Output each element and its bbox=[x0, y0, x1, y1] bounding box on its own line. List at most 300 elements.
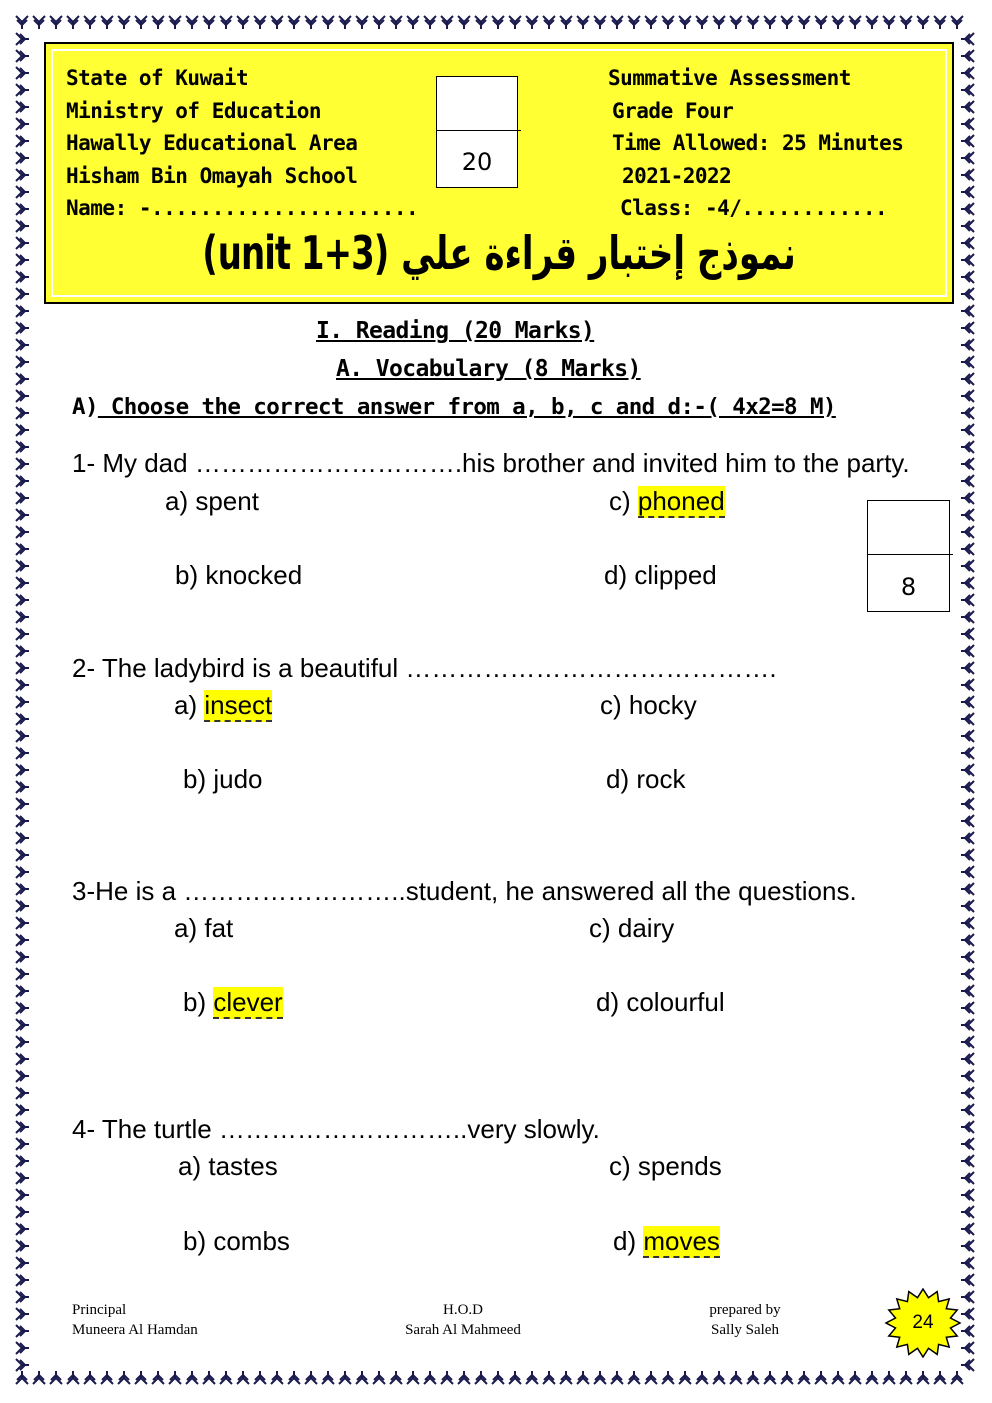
border-ornament bbox=[961, 883, 974, 895]
border-ornament bbox=[961, 543, 974, 555]
border-ornament bbox=[526, 1371, 538, 1384]
border-ornament bbox=[271, 1371, 283, 1384]
border-ornament bbox=[509, 1371, 521, 1384]
border-ornament bbox=[961, 985, 974, 997]
border-ornament bbox=[16, 1002, 29, 1014]
border-ornament bbox=[152, 16, 164, 29]
border-ornament bbox=[305, 1371, 317, 1384]
border-ornament bbox=[16, 611, 29, 623]
question-3: 3-He is a ……………………..student, he answered all the questions. bbox=[72, 876, 857, 906]
border-ornament bbox=[220, 16, 232, 29]
question-1: 1- My dad ………………………….his brother and invited him to the party. bbox=[72, 448, 910, 478]
border-ornament bbox=[961, 492, 974, 504]
border-ornament bbox=[16, 1206, 29, 1218]
border-ornament bbox=[16, 747, 29, 759]
border-ornament bbox=[16, 1138, 29, 1150]
q3-option-a[interactable]: a) fat bbox=[174, 913, 234, 943]
border-ornament bbox=[961, 305, 974, 317]
border-ornament bbox=[764, 1371, 776, 1384]
border-ornament bbox=[961, 50, 974, 62]
border-ornament bbox=[951, 16, 963, 29]
border-ornament bbox=[424, 16, 436, 29]
border-ornament bbox=[16, 1291, 29, 1303]
border-ornament bbox=[16, 458, 29, 470]
border-ornament bbox=[961, 577, 974, 589]
border-ornament bbox=[84, 1371, 96, 1384]
border-ornament bbox=[961, 917, 974, 929]
border-ornament bbox=[961, 118, 974, 130]
border-ornament bbox=[961, 628, 974, 640]
border-ornament bbox=[492, 16, 504, 29]
instruction bbox=[72, 394, 836, 420]
q1-option-c-prefix: c) bbox=[609, 486, 638, 516]
border-ornament bbox=[16, 1053, 29, 1065]
border-ornament bbox=[186, 1371, 198, 1384]
border-ornament bbox=[16, 271, 29, 283]
border-ornament bbox=[16, 1257, 29, 1269]
header-panel bbox=[44, 42, 954, 304]
border-ornament bbox=[16, 543, 29, 555]
border-ornament bbox=[849, 1371, 861, 1384]
border-ornament bbox=[16, 475, 29, 487]
border-ornament bbox=[16, 883, 29, 895]
border-ornament bbox=[16, 1342, 29, 1354]
border-ornament bbox=[961, 1274, 974, 1286]
border-ornament bbox=[16, 1155, 29, 1167]
border-ornament bbox=[16, 764, 29, 776]
border-ornament bbox=[961, 1087, 974, 1099]
total-score-value: 20 bbox=[461, 148, 493, 176]
border-ornament bbox=[832, 16, 844, 29]
border-ornament bbox=[961, 951, 974, 963]
footer-prepared bbox=[700, 1300, 790, 1340]
border-ornament bbox=[16, 1308, 29, 1320]
border-ornament bbox=[961, 135, 974, 147]
border-ornament bbox=[961, 254, 974, 266]
border-ornament bbox=[961, 781, 974, 793]
border-ornament bbox=[961, 373, 974, 385]
border-ornament bbox=[832, 1371, 844, 1384]
border-ornament bbox=[961, 1138, 974, 1150]
border-ornament bbox=[815, 16, 827, 29]
border-ornament bbox=[961, 220, 974, 232]
border-ornament bbox=[339, 16, 351, 29]
hod-title: H.O.D bbox=[443, 1302, 483, 1318]
border-ornament bbox=[961, 84, 974, 96]
border-ornament bbox=[961, 1172, 974, 1184]
border-ornament bbox=[16, 509, 29, 521]
border-ornament bbox=[961, 322, 974, 334]
border-ornament bbox=[458, 16, 470, 29]
border-ornament bbox=[16, 1036, 29, 1048]
border-ornament bbox=[16, 1172, 29, 1184]
border-ornament bbox=[33, 1371, 45, 1384]
border-ornament bbox=[961, 1325, 974, 1337]
border-ornament bbox=[475, 16, 487, 29]
border-ornament bbox=[169, 16, 181, 29]
q2-option-c[interactable]: c) hocky bbox=[600, 690, 697, 720]
prepared-name: Sally Saleh bbox=[711, 1322, 779, 1338]
border-ornament bbox=[713, 16, 725, 29]
border-ornament bbox=[390, 1371, 402, 1384]
border-ornament bbox=[16, 798, 29, 810]
border-ornament bbox=[16, 662, 29, 674]
border-ornament bbox=[16, 322, 29, 334]
border-ornament bbox=[961, 1257, 974, 1269]
border-ornament bbox=[764, 16, 776, 29]
border-ornament bbox=[16, 713, 29, 725]
border-ornament bbox=[16, 1019, 29, 1031]
border-ornament bbox=[611, 1371, 623, 1384]
border-ornament bbox=[961, 900, 974, 912]
border-ornament bbox=[16, 1070, 29, 1082]
border-ornament bbox=[322, 1371, 334, 1384]
section-score-value: 8 bbox=[900, 573, 917, 601]
border-ornament bbox=[662, 1371, 674, 1384]
border-ornament bbox=[961, 560, 974, 572]
border-ornament bbox=[16, 237, 29, 249]
q4-option-d-prefix: d) bbox=[613, 1226, 644, 1256]
border-ornament bbox=[254, 1371, 266, 1384]
border-ornament bbox=[662, 16, 674, 29]
border-ornament bbox=[577, 1371, 589, 1384]
class-field[interactable]: Class: -4/............ bbox=[620, 196, 888, 220]
border-ornament bbox=[961, 1121, 974, 1133]
instruction-text: Choose the correct answer from a, b, c and d:-( 4x2=8 M) bbox=[97, 394, 836, 420]
border-ornament bbox=[961, 968, 974, 980]
border-ornament bbox=[356, 1371, 368, 1384]
border-ornament bbox=[961, 815, 974, 827]
border-ornament bbox=[628, 1371, 640, 1384]
header-right-info bbox=[608, 62, 903, 225]
border-ornament bbox=[849, 16, 861, 29]
border-ornament bbox=[645, 16, 657, 29]
border-ornament bbox=[16, 696, 29, 708]
border-ornament bbox=[961, 849, 974, 861]
border-ornament bbox=[961, 186, 974, 198]
border-ornament bbox=[577, 16, 589, 29]
border-ornament bbox=[961, 1155, 974, 1167]
border-ornament bbox=[747, 16, 759, 29]
border-ornament bbox=[16, 118, 29, 130]
section-score-divider bbox=[868, 554, 953, 555]
border-ornament bbox=[16, 1189, 29, 1201]
border-ornament bbox=[900, 1371, 912, 1384]
border-ornament bbox=[441, 16, 453, 29]
border-ornament bbox=[16, 424, 29, 436]
border-ornament bbox=[961, 526, 974, 538]
border-ornament bbox=[356, 16, 368, 29]
q4-option-b[interactable]: b) combs bbox=[183, 1226, 290, 1256]
border-ornament bbox=[16, 373, 29, 385]
border-ornament bbox=[390, 16, 402, 29]
border-ornament bbox=[961, 424, 974, 436]
border-ornament bbox=[815, 1371, 827, 1384]
q2-option-a[interactable] bbox=[174, 690, 272, 721]
border-ornament bbox=[16, 849, 29, 861]
border-ornament bbox=[526, 16, 538, 29]
footer-principal bbox=[72, 1300, 198, 1340]
border-ornament bbox=[961, 1206, 974, 1218]
border-ornament bbox=[747, 1371, 759, 1384]
border-ornament bbox=[961, 67, 974, 79]
border-ornament bbox=[16, 441, 29, 453]
border-ornament bbox=[611, 16, 623, 29]
q3-option-b-prefix: b) bbox=[183, 987, 214, 1017]
border-ornament bbox=[696, 16, 708, 29]
border-ornament bbox=[16, 16, 28, 29]
border-ornament bbox=[16, 84, 29, 96]
border-ornament bbox=[16, 135, 29, 147]
q2-option-a-prefix: a) bbox=[174, 690, 205, 720]
border-ornament bbox=[961, 1223, 974, 1235]
border-ornament bbox=[118, 16, 130, 29]
border-ornament bbox=[203, 16, 215, 29]
border-ornament bbox=[101, 16, 113, 29]
border-ornament bbox=[67, 16, 79, 29]
border-ornament bbox=[16, 594, 29, 606]
total-score-box[interactable] bbox=[436, 76, 518, 188]
border-ornament bbox=[16, 1274, 29, 1286]
time-line: Time Allowed: 25 Minutes bbox=[612, 131, 904, 155]
border-ornament bbox=[961, 169, 974, 181]
border-ornament bbox=[961, 152, 974, 164]
border-ornament bbox=[961, 441, 974, 453]
border-ornament bbox=[16, 390, 29, 402]
footer-hod bbox=[398, 1300, 528, 1340]
border-ornament bbox=[16, 254, 29, 266]
border-ornament bbox=[961, 1189, 974, 1201]
border-ornament bbox=[220, 1371, 232, 1384]
border-ornament bbox=[50, 16, 62, 29]
border-ornament bbox=[16, 169, 29, 181]
border-ornament bbox=[339, 1371, 351, 1384]
border-ornament bbox=[16, 560, 29, 572]
q2-option-d[interactable]: d) rock bbox=[606, 764, 686, 794]
border-ornament bbox=[961, 679, 974, 691]
border-ornament bbox=[900, 16, 912, 29]
q2-answer-highlight: insect bbox=[204, 690, 273, 720]
border-ornament bbox=[696, 1371, 708, 1384]
border-ornament bbox=[16, 815, 29, 827]
principal-title: Principal bbox=[72, 1302, 127, 1318]
border-ornament bbox=[16, 50, 29, 62]
border-ornament bbox=[961, 1036, 974, 1048]
border-ornament bbox=[961, 594, 974, 606]
border-ornament bbox=[543, 1371, 555, 1384]
border-ornament bbox=[961, 1019, 974, 1031]
border-ornament bbox=[16, 526, 29, 538]
border-ornament bbox=[407, 16, 419, 29]
border-ornament bbox=[560, 16, 572, 29]
border-ornament bbox=[961, 832, 974, 844]
border-ornament bbox=[781, 1371, 793, 1384]
school-line: Hisham Bin Omayah School bbox=[66, 163, 358, 188]
border-ornament bbox=[961, 696, 974, 708]
border-ornament bbox=[16, 866, 29, 878]
border-ornament bbox=[543, 16, 555, 29]
q4-option-a[interactable]: a) tastes bbox=[178, 1151, 278, 1181]
border-ornament bbox=[16, 628, 29, 640]
border-ornament bbox=[961, 645, 974, 657]
question-2: 2- The ladybird is a beautiful ……………………………………. bbox=[72, 653, 777, 683]
border-ornament bbox=[407, 1371, 419, 1384]
border-ornament bbox=[961, 509, 974, 521]
border-ornament bbox=[730, 1371, 742, 1384]
border-ornament bbox=[135, 1371, 147, 1384]
border-ornament bbox=[16, 1240, 29, 1252]
border-ornament bbox=[866, 1371, 878, 1384]
border-ornament bbox=[16, 1121, 29, 1133]
border-ornament bbox=[961, 203, 974, 215]
score-divider bbox=[437, 130, 521, 131]
prepared-title: prepared by bbox=[709, 1302, 781, 1318]
q3-option-d[interactable]: d) colourful bbox=[596, 987, 725, 1017]
border-ornament bbox=[16, 339, 29, 351]
border-ornament bbox=[594, 1371, 606, 1384]
border-ornament bbox=[961, 662, 974, 674]
border-ornament bbox=[186, 16, 198, 29]
border-ornament bbox=[961, 713, 974, 725]
border-ornament bbox=[961, 101, 974, 113]
border-ornament bbox=[16, 730, 29, 742]
border-ornament bbox=[961, 1104, 974, 1116]
q2-option-b[interactable]: b) judo bbox=[183, 764, 263, 794]
border-ornament bbox=[645, 1371, 657, 1384]
border-ornament bbox=[203, 1371, 215, 1384]
header-left-info bbox=[66, 62, 418, 225]
border-ornament bbox=[152, 1371, 164, 1384]
reading-section-title: I. Reading (20 Marks) bbox=[316, 318, 595, 344]
border-ornament bbox=[441, 1371, 453, 1384]
border-ornament bbox=[16, 186, 29, 198]
q4-option-d[interactable] bbox=[613, 1226, 720, 1257]
border-ornament bbox=[16, 832, 29, 844]
border-ornament bbox=[713, 1371, 725, 1384]
page-number-badge bbox=[884, 1288, 962, 1362]
border-ornament bbox=[16, 645, 29, 657]
border-ornament bbox=[16, 985, 29, 997]
border-ornament bbox=[961, 934, 974, 946]
border-ornament bbox=[961, 1053, 974, 1065]
section-score-box[interactable] bbox=[867, 500, 950, 612]
border-ornament bbox=[961, 288, 974, 300]
border-ornament bbox=[50, 1371, 62, 1384]
q4-answer-highlight: moves bbox=[643, 1226, 720, 1256]
border-ornament bbox=[866, 16, 878, 29]
border-ornament bbox=[961, 611, 974, 623]
border-ornament bbox=[961, 747, 974, 759]
q1-option-b[interactable]: b) knocked bbox=[175, 560, 303, 590]
border-ornament bbox=[16, 492, 29, 504]
border-ornament bbox=[288, 1371, 300, 1384]
border-ornament bbox=[961, 798, 974, 810]
border-ornament bbox=[254, 16, 266, 29]
border-ornament bbox=[594, 16, 606, 29]
border-ornament bbox=[679, 1371, 691, 1384]
vocabulary-section-title: A. Vocabulary (8 Marks) bbox=[336, 356, 641, 382]
border-ornament bbox=[16, 33, 29, 45]
border-ornament bbox=[84, 16, 96, 29]
border-ornament bbox=[917, 1371, 929, 1384]
border-ornament bbox=[373, 1371, 385, 1384]
border-ornament bbox=[16, 1087, 29, 1099]
border-ornament bbox=[373, 16, 385, 29]
q1-answer-highlight: phoned bbox=[637, 486, 725, 516]
border-ornament bbox=[458, 1371, 470, 1384]
q1-option-a[interactable]: a) spent bbox=[165, 486, 259, 516]
border-ornament bbox=[961, 407, 974, 419]
border-ornament bbox=[883, 1371, 895, 1384]
border-ornament bbox=[961, 1002, 974, 1014]
border-ornament bbox=[67, 1371, 79, 1384]
grade-line: Grade Four bbox=[612, 98, 734, 123]
country-line: State of Kuwait bbox=[66, 66, 249, 90]
border-ornament bbox=[730, 16, 742, 29]
border-ornament bbox=[169, 1371, 181, 1384]
instruction-prefix: A) bbox=[72, 394, 98, 420]
border-ornament bbox=[961, 33, 974, 45]
border-ornament bbox=[961, 1240, 974, 1252]
border-ornament bbox=[16, 1325, 29, 1337]
border-ornament bbox=[961, 1291, 974, 1303]
border-ornament bbox=[961, 730, 974, 742]
border-ornament bbox=[961, 356, 974, 368]
name-field[interactable]: Name: -...................... bbox=[66, 196, 419, 220]
q3-option-c[interactable]: c) dairy bbox=[589, 913, 675, 943]
border-ornament bbox=[961, 237, 974, 249]
q1-option-c[interactable] bbox=[609, 486, 725, 517]
border-ornament bbox=[16, 407, 29, 419]
hod-name: Sarah Al Mahmeed bbox=[405, 1322, 521, 1338]
border-ornament bbox=[951, 1371, 963, 1384]
border-ornament bbox=[16, 577, 29, 589]
border-ornament bbox=[961, 1070, 974, 1082]
year-line: 2021-2022 bbox=[622, 163, 732, 188]
border-ornament bbox=[16, 900, 29, 912]
border-ornament bbox=[679, 16, 691, 29]
border-ornament bbox=[16, 220, 29, 232]
border-ornament bbox=[961, 475, 974, 487]
border-ornament bbox=[475, 1371, 487, 1384]
border-ornament bbox=[118, 1371, 130, 1384]
border-ornament bbox=[492, 1371, 504, 1384]
q1-option-d[interactable]: d) clipped bbox=[604, 560, 717, 590]
border-ornament bbox=[424, 1371, 436, 1384]
border-ornament bbox=[16, 917, 29, 929]
border-ornament bbox=[934, 16, 946, 29]
border-ornament bbox=[16, 288, 29, 300]
border-ornament bbox=[271, 16, 283, 29]
border-ornament bbox=[961, 1308, 974, 1320]
page-number: 24 bbox=[912, 1312, 934, 1333]
border-ornament bbox=[237, 16, 249, 29]
border-ornament bbox=[560, 1371, 572, 1384]
border-ornament bbox=[16, 1371, 28, 1384]
border-ornament bbox=[16, 679, 29, 691]
border-ornament bbox=[16, 101, 29, 113]
border-ornament bbox=[288, 16, 300, 29]
border-ornament bbox=[961, 390, 974, 402]
border-ornament bbox=[16, 305, 29, 317]
border-ornament bbox=[16, 781, 29, 793]
ministry-line: Ministry of Education bbox=[66, 98, 322, 123]
exam-title-arabic: نموذج إختبار قراءة علي (unit 1+3) bbox=[202, 227, 796, 281]
q3-option-b[interactable] bbox=[183, 987, 283, 1018]
q4-option-c[interactable]: c) spends bbox=[609, 1151, 722, 1181]
border-ornament bbox=[781, 16, 793, 29]
border-ornament bbox=[934, 1371, 946, 1384]
